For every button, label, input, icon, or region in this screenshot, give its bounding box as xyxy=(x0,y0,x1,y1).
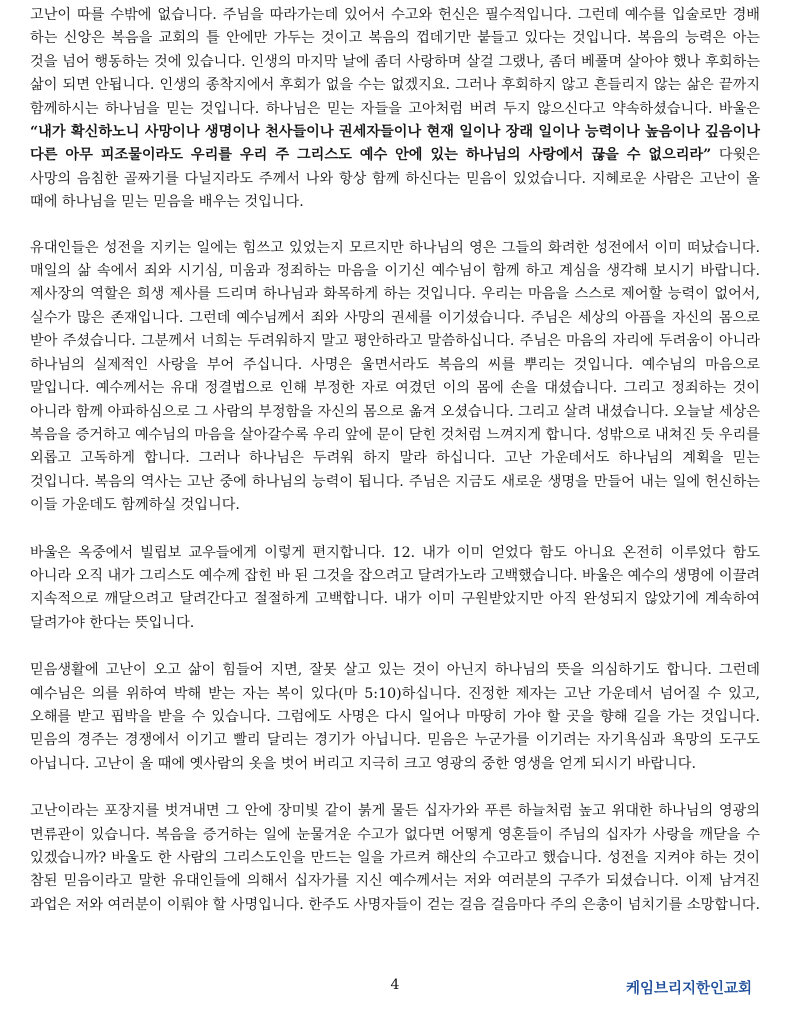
paragraph-5: 고난이라는 포장지를 벗겨내면 그 안에 장미빛 같이 붉게 물든 십자가와 푸른 하늘처럼 높고 위대한 하나님의 영광의 면류관이 있습니다. 복음을 증거하는 일에 눈물겨운 수고가 없다면 어떻게 영혼들이 주님의 십자가 사랑을 깨닫을 수 있겠습니까? 바울도 한 사람의 그리스도인을 만드는 일을 가르켜 해산의 수고라고 했습니다. 성전을 지켜야 하는 것이 참된 믿음이라고 말한 유대인들에 의해서 십자가를 지신 예수께서는 저와 여러분의 구주가 되셨습니다. 이제 남겨진 과업은 저와 여러분이 이뤄야 할 사명입니다. 한주도 사명자들이 걷는 걸음 걸음마다 주의 은총이 넘치기를 소망합니다. xyxy=(30,803,761,913)
church-name: 케임브리지한인교회 xyxy=(625,981,752,997)
paragraph-1-text-after: 다윗은 사망의 음침한 골짜기를 다닐지라도 주께서 나와 항상 함께 하신다는 믿음이 있었습니다. 지혜로운 사람은 고난이 올 때에 하나님을 믿는 믿음을 배우는 것입니다. xyxy=(30,147,760,211)
paragraph-2: 유대인들은 성전을 지키는 일에는 힘쓰고 있었는지 모르지만 하나님의 영은 그들의 화려한 성전에서 이미 떠났습니다. 매일의 삶 속에서 죄와 시기심, 미움과 정죄하는 마음을 이기신 예수님이 함께 하고 계심을 생각해 보시기 바랍니다. 제사장의 역할은 희생 제사를 드리며 하나님과 화목하게 하는 것입니다. 우리는 마음을 스스로 제어할 능력이 없어서, 실수가 많은 존재입니다. 그런데 예수님께서 죄와 사망의 권세를 이기셨습니다. 주님은 세상의 아픔을 자신의 몸으로 받아 주셨습니다. 그분께서 너희는 두려워하지 말고 평안하라고 말씀하십니다. 주님은 마음의 자리에 두려움이 아니라 하나님의 실제적인 사랑을 부어 주십니다. 사명은 울면서라도 복음의 씨를 뿌리는 것입니다. 예수님의 마음으로 말입니다. 예수께서는 유대 정결법으로 인해 부정한 자로 여겼던 이의 몸에 손을 대셨습니다. 그리고 정죄하는 것이 아니라 함께 아파하심으로 그 사람의 부정함을 자신의 몸으로 옮겨 오셨습니다. 그리고 살려 내셨습니다. 오늘날 세상은 복음을 증거하고 예수님의 마음을 살아갈수록 우리 앞에 문이 닫힌 것처럼 느껴지게 합니다. 성밖으로 내쳐진 듯 우리를 외롭고 고독하게 합니다. 그러나 하나님은 두려워 하지 말라 하십니다. 고난 가운데서도 하나님의 계획을 믿는 것입니다. 복음의 역사는 고난 중에 하나님의 능력이 됩니다. 주님은 지금도 새로운 생명을 만들어 내는 일에 헌신하는 이들 가운데도 함께하실 것입니다. xyxy=(30,239,761,514)
paragraph-4: 믿음생활에 고난이 오고 삶이 힘들어 지면, 잘못 살고 있는 것이 아닌지 하나님의 뜻을 의심하기도 합니다. 그런데 예수님은 의를 위하여 박해 받는 자는 복이 있다(마 5:10)하십니다. 진정한 제자는 고난 가운데서 넘어질 수 있고, 오해를 받고 핍박을 받을 수 있습니다. 그럼에도 사명은 다시 일어나 마땅히 가야 할 곳을 향해 길을 가는 것입니다. 믿음의 경주는 경쟁에서 이기고 빨리 달리는 경기가 아닙니다. 믿음은 누군가를 이기려는 자기욕심과 욕망의 도구도 아닙니다. 고난이 올 때에 옛사람의 옷을 벗어 버리고 지극히 크고 영광의 중한 영생을 얻게 되시기 바랍니다. xyxy=(30,662,760,772)
paragraph-1 xyxy=(30,4,760,215)
page-number: 4 xyxy=(390,977,400,993)
paragraph-3: 바울은 옥중에서 빌립보 교우들에게 이렇게 편지합니다. 12. 내가 이미 얻었다 함도 아니요 온전히 이루었다 함도 아니라 오직 내가 그리스도 예수께 잡힌 바 된 그것을 잡으려고 달려가노라 고백했습니다. 바울은 예수의 생명에 이끌려 지속적으로 깨달으려고 달려간다고 절절하게 고백합니다. 내가 이미 구원받았지만 아직 완성되지 않았기에 계속하여 달려가야 한다는 뜻입니다. xyxy=(30,544,761,631)
paragraph-1-text-before: 고난이 따를 수밖에 없습니다. 주님을 따라가는데 있어서 수고와 헌신은 필수적입니다. 그런데 예수를 입술로만 경배 하는 신앙은 복음을 교회의 틀 안에만 가두는 것이고 복음의 껍데기만 붙들고 있다는 것입니다. 복음의 능력은 아는 것을 넘어 행동하는 것에 있습니다. 인생의 마지막 날에 좀더 사랑하며 살걸 그랬나, 좀더 베풀며 살아야 했나 후회하는 삶이 되면 안됩니다. 인생의 종착지에서 후회가 없을 수는 없겠지요. 그러나 후회하지 않고 흔들리지 않는 삶은 끝까지 함께하시는 하나님을 믿는 것입니다. 하나님은 믿는 자들을 고아처럼 버려 두지 않으신다고 약속하셨습니다. 바울은 xyxy=(30,7,760,117)
paragraph-1-bold-quote: “내가 확신하노니 사망이나 생명이나 천사들이나 권세자들이나 현재 일이나 장래 일이나 능력이나 높음이나 깊음이나 다른 아무 피조물이라도 우리를 우리 주 그리스도 예수 안에 있는 하나님의 사랑에서 끊을 수 없으리라” xyxy=(30,124,760,164)
